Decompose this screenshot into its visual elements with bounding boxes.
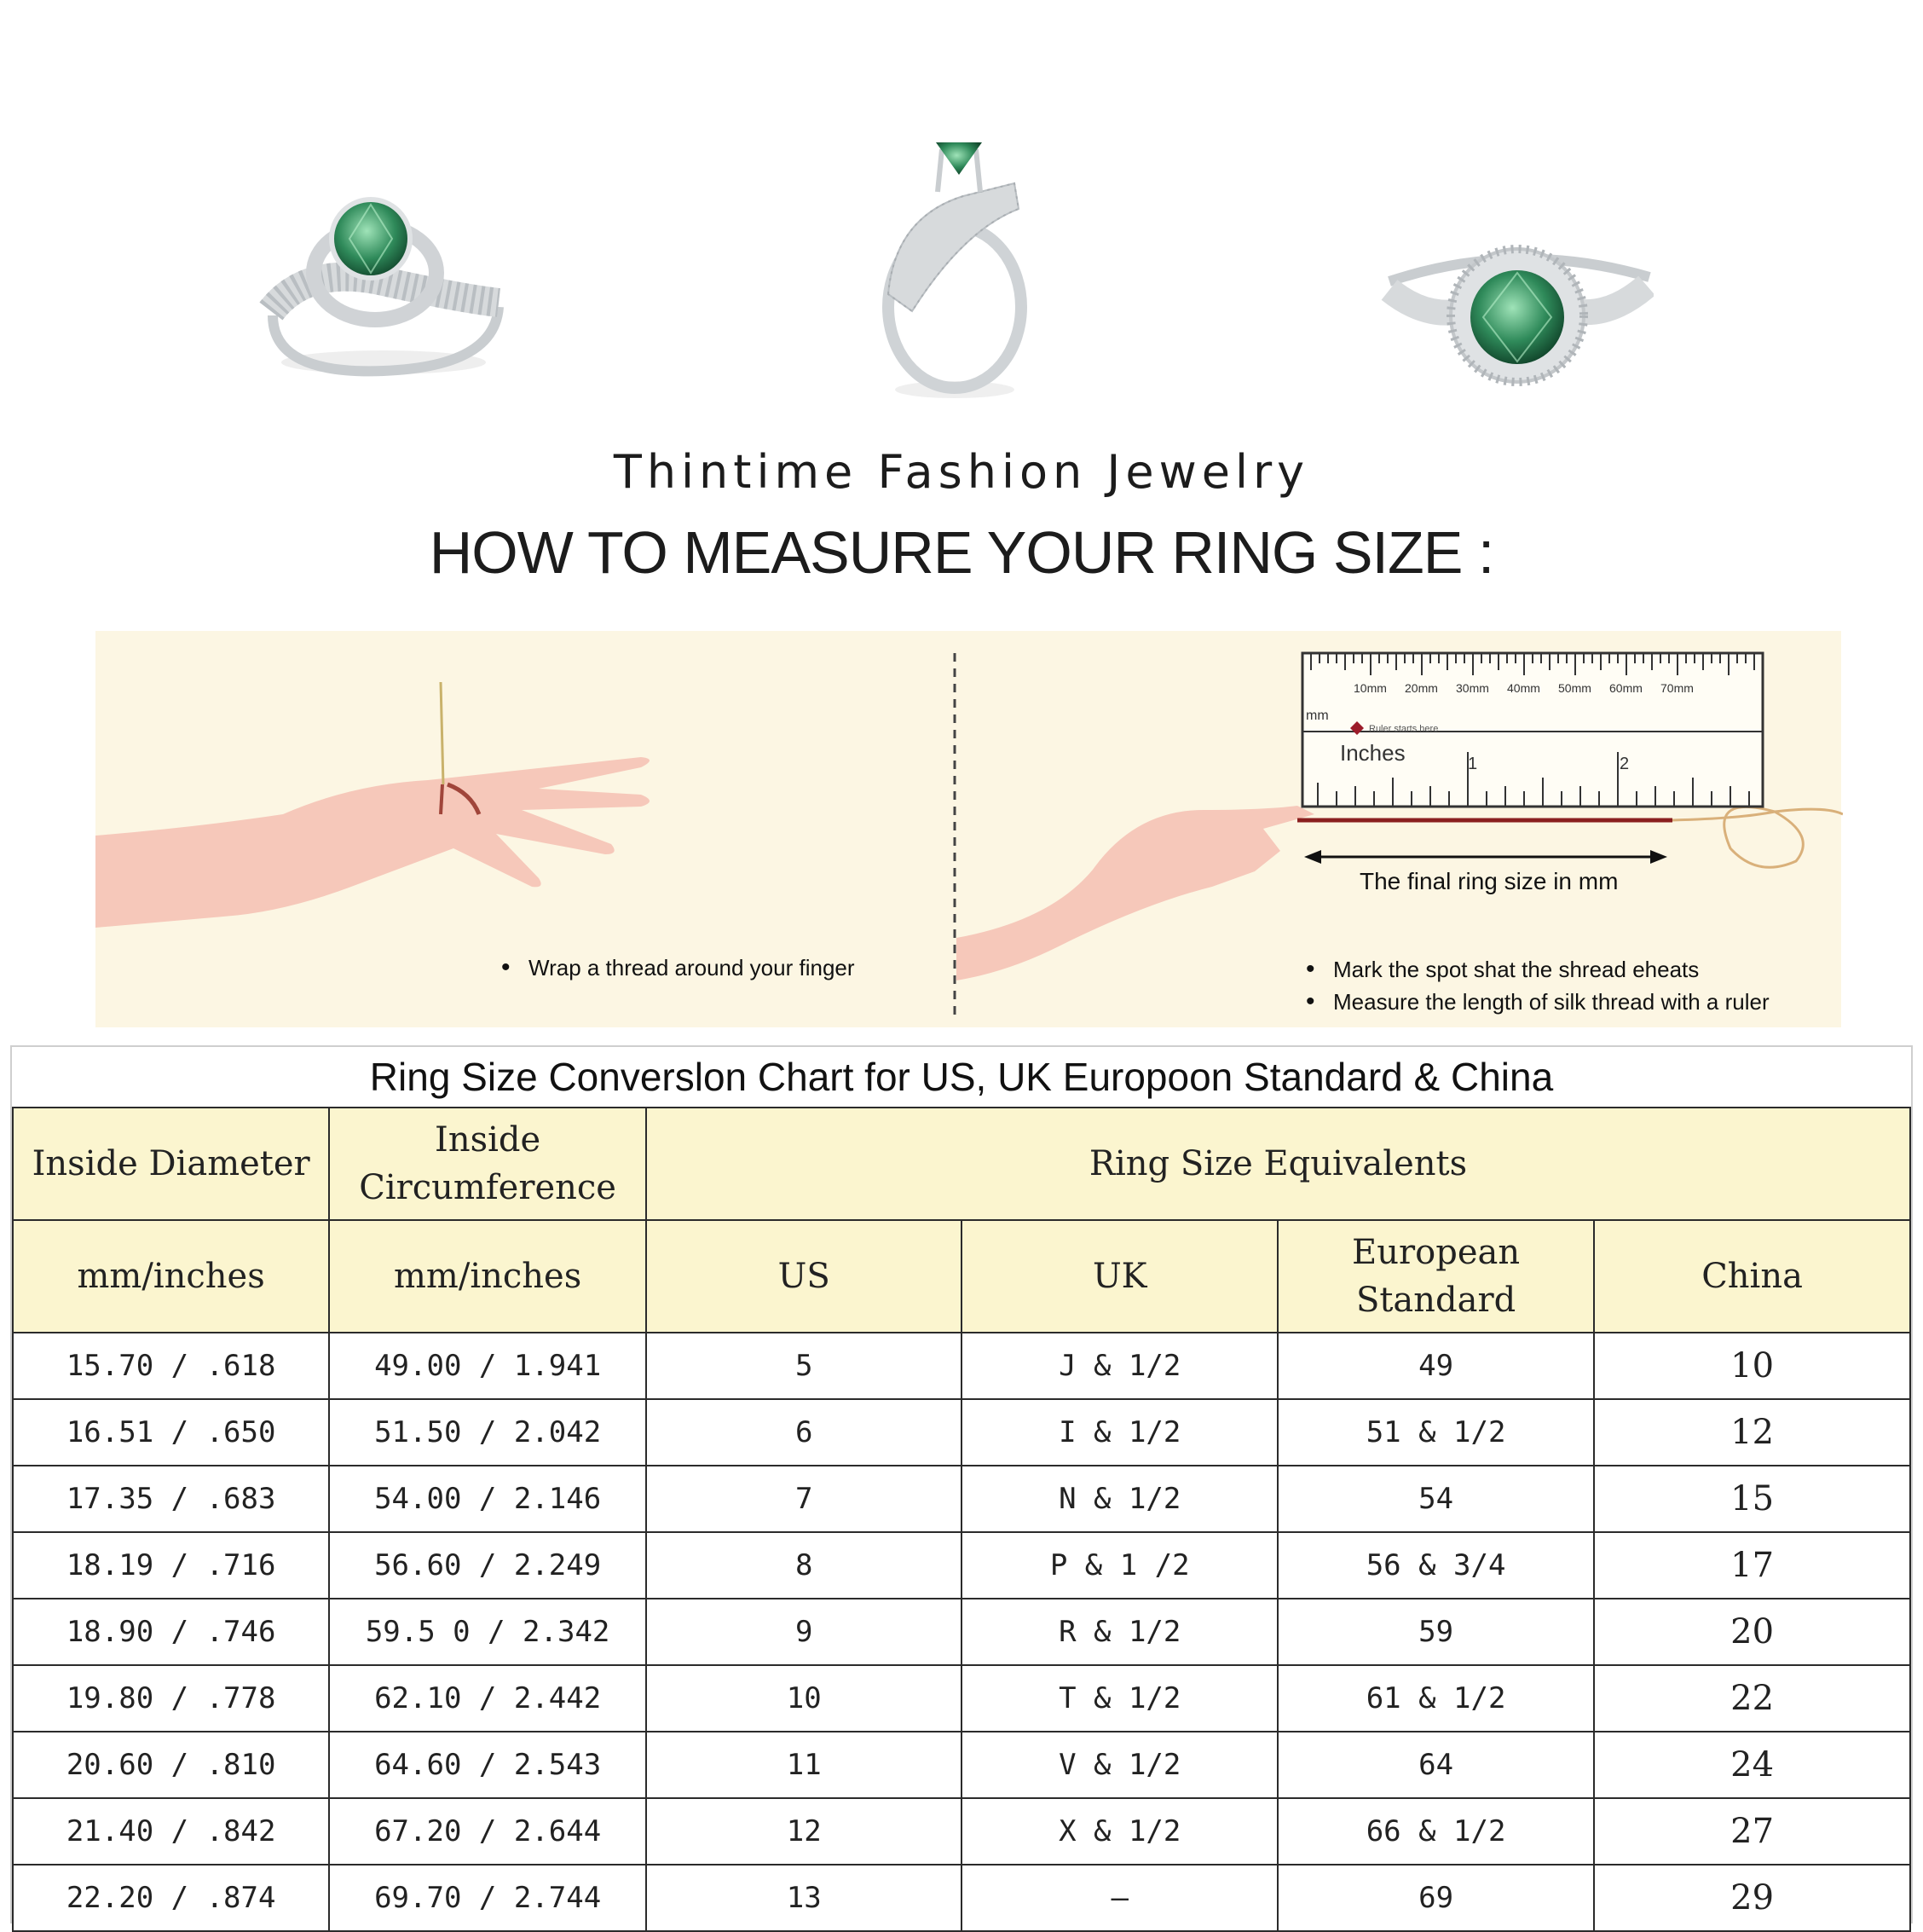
cell-eu: 59 — [1278, 1599, 1594, 1665]
table-row — [13, 1865, 1910, 1931]
cell-diameter: 21.40 / .842 — [13, 1798, 329, 1865]
svg-text:50mm: 50mm — [1558, 681, 1591, 695]
svg-text:60mm: 60mm — [1609, 681, 1643, 695]
table-row — [13, 1466, 1910, 1532]
svg-text:30mm: 30mm — [1456, 681, 1489, 695]
cell-circumference: 49.00 / 1.941 — [329, 1333, 646, 1399]
cell-diameter: 19.80 / .778 — [13, 1665, 329, 1732]
cell-china: 12 — [1594, 1399, 1910, 1466]
cell-uk: — — [962, 1865, 1278, 1931]
ruler-inches-label: Inches — [1340, 740, 1406, 766]
cell-us: 8 — [646, 1532, 962, 1599]
cell-us: 7 — [646, 1466, 962, 1532]
header-row-2 — [13, 1220, 1910, 1333]
header-row-1 — [13, 1108, 1910, 1220]
header-china: China — [1594, 1220, 1910, 1333]
instruction-measure-thread: • Measure the length of silk thread with a ruler — [1333, 989, 1770, 1015]
cell-us: 9 — [646, 1599, 962, 1665]
cell-uk: J & 1/2 — [962, 1333, 1278, 1399]
cell-china: 22 — [1594, 1665, 1910, 1732]
header-uk: UK — [962, 1220, 1278, 1333]
size-table — [12, 1107, 1911, 1932]
cell-circumference: 56.60 / 2.249 — [329, 1532, 646, 1599]
svg-text:70mm: 70mm — [1660, 681, 1694, 695]
cell-uk: V & 1/2 — [962, 1732, 1278, 1798]
cell-diameter: 20.60 / .810 — [13, 1732, 329, 1798]
cell-eu: 66 & 1/2 — [1278, 1798, 1594, 1865]
cell-diameter: 16.51 / .650 — [13, 1399, 329, 1466]
measure-instructions-panel — [95, 631, 1841, 1027]
cell-china: 29 — [1594, 1865, 1910, 1931]
header-us: US — [646, 1220, 962, 1333]
table-row — [13, 1599, 1910, 1665]
ruler-icon — [1297, 650, 1775, 812]
final-size-label: The final ring size in mm — [1360, 868, 1619, 894]
cell-china: 27 — [1594, 1798, 1910, 1865]
cell-us: 10 — [646, 1665, 962, 1732]
header-unit-circumference: mm/inches — [329, 1220, 646, 1333]
table-row — [13, 1532, 1910, 1599]
cell-uk: X & 1/2 — [962, 1798, 1278, 1865]
brand-name: Thintime Fashion Jewelry — [613, 445, 1310, 499]
instruction-mark-spot: • Mark the spot shat the shread eheats — [1333, 957, 1699, 983]
cell-china: 24 — [1594, 1732, 1910, 1798]
ruler-inch-2: 2 — [1620, 755, 1630, 773]
size-conversion-chart — [10, 1045, 1913, 1923]
header-inside-diameter: Inside Diameter — [13, 1108, 329, 1220]
cell-diameter: 15.70 / .618 — [13, 1333, 329, 1399]
table-row — [13, 1399, 1910, 1466]
cell-circumference: 64.60 / 2.543 — [329, 1732, 646, 1798]
cell-eu: 49 — [1278, 1333, 1594, 1399]
cell-us: 6 — [646, 1399, 962, 1466]
ring-top-icon — [1381, 213, 1654, 401]
header-unit-diameter: mm/inches — [13, 1220, 329, 1333]
table-row — [13, 1333, 1910, 1399]
cell-circumference: 51.50 / 2.042 — [329, 1399, 646, 1466]
ring-front-icon — [256, 179, 511, 384]
ruler-start-note: Ruler starts here — [1369, 724, 1439, 734]
header-inside-circumference: Inside Circumference — [329, 1108, 646, 1220]
cell-eu: 69 — [1278, 1865, 1594, 1931]
cell-eu: 56 & 3/4 — [1278, 1532, 1594, 1599]
cell-uk: R & 1/2 — [962, 1599, 1278, 1665]
cell-eu: 51 & 1/2 — [1278, 1399, 1594, 1466]
ruler-inch-1: 1 — [1468, 755, 1478, 773]
header-ring-size-equivalents: Ring Size Equivalents — [646, 1108, 1910, 1220]
cell-circumference: 69.70 / 2.744 — [329, 1865, 646, 1931]
table-row — [13, 1665, 1910, 1732]
ring-side-icon — [861, 124, 1031, 405]
cell-eu: 61 & 1/2 — [1278, 1665, 1594, 1732]
cell-china: 17 — [1594, 1532, 1910, 1599]
cell-circumference: 62.10 / 2.442 — [329, 1665, 646, 1732]
table-row — [13, 1732, 1910, 1798]
chart-title: Ring Size Converslon Chart for US, UK Europoon Standard & China — [369, 1055, 1554, 1099]
cell-eu: 54 — [1278, 1466, 1594, 1532]
page-title: HOW TO MEASURE YOUR RING SIZE : — [429, 519, 1494, 586]
cell-china: 20 — [1594, 1599, 1910, 1665]
header-european: European Standard — [1278, 1220, 1594, 1333]
cell-circumference: 54.00 / 2.146 — [329, 1466, 646, 1532]
cell-circumference: 67.20 / 2.644 — [329, 1798, 646, 1865]
cell-china: 10 — [1594, 1333, 1910, 1399]
svg-text:10mm: 10mm — [1354, 681, 1387, 695]
svg-text:40mm: 40mm — [1507, 681, 1540, 695]
cell-diameter: 18.90 / .746 — [13, 1599, 329, 1665]
cell-us: 12 — [646, 1798, 962, 1865]
cell-china: 15 — [1594, 1466, 1910, 1532]
cell-uk: I & 1/2 — [962, 1399, 1278, 1466]
cell-us: 11 — [646, 1732, 962, 1798]
cell-uk: T & 1/2 — [962, 1665, 1278, 1732]
cell-diameter: 22.20 / .874 — [13, 1865, 329, 1931]
table-row — [13, 1798, 1910, 1865]
cell-eu: 64 — [1278, 1732, 1594, 1798]
cell-circumference: 59.5 0 / 2.342 — [329, 1599, 646, 1665]
svg-text:20mm: 20mm — [1405, 681, 1438, 695]
cell-us: 13 — [646, 1865, 962, 1931]
cell-uk: P & 1 /2 — [962, 1532, 1278, 1599]
cell-diameter: 18.19 / .716 — [13, 1532, 329, 1599]
ring-gallery — [0, 102, 1923, 409]
instruction-wrap-thread: • Wrap a thread around your finger — [528, 955, 855, 981]
cell-us: 5 — [646, 1333, 962, 1399]
cell-diameter: 17.35 / .683 — [13, 1466, 329, 1532]
cell-uk: N & 1/2 — [962, 1466, 1278, 1532]
ruler-mm-unit: mm — [1306, 709, 1329, 723]
